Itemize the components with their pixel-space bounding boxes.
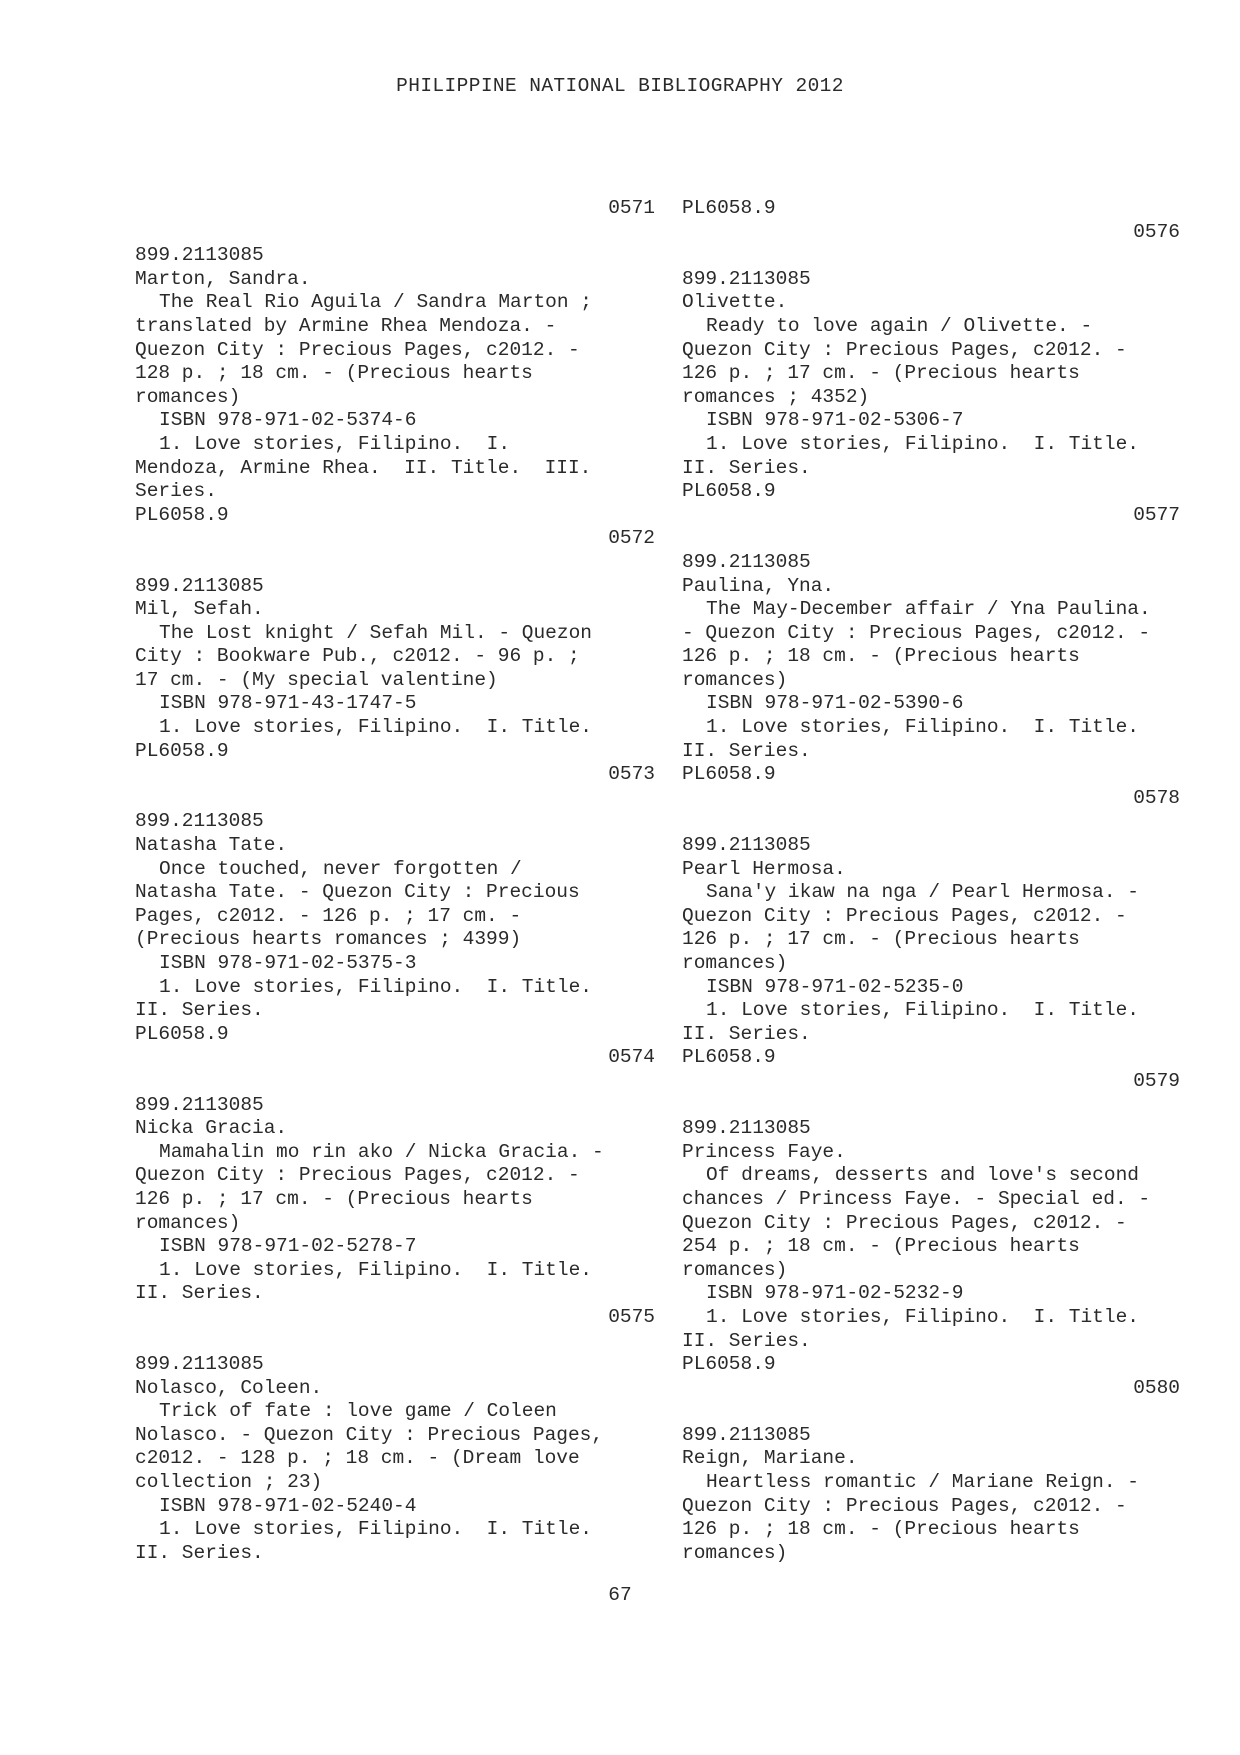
text-line: 0574 [608,1046,655,1069]
text-line: 899.2113085 [682,267,811,290]
text-line: romances) [682,952,788,974]
text-line: 0577 [1133,503,1180,526]
text-line: 899.2113085 [135,810,264,833]
text-line: Nolasco, Coleen. [135,1376,323,1399]
text-line: Marton, Sandra. [135,267,311,290]
text-line: PL6058.9 [135,503,229,526]
text-line: 126 p. ; 18 cm. - (Precious hearts [682,1518,1080,1541]
text-line: ISBN 978-971-43-1747-5 [159,692,417,715]
text-line: Quezon City : Precious Pages, c2012. - [682,338,1127,361]
text-line: romances) [682,1541,788,1564]
text-line: ISBN 978-971-02-5375-3 [159,952,417,974]
text-line: Of dreams, desserts and love's second [706,1164,1139,1187]
text-line: Pearl Hermosa. [682,857,846,880]
text-line: 0576 [1133,220,1180,243]
text-line: 899.2113085 [135,1353,264,1376]
text-line: Olivette. [682,291,788,314]
text-line: ISBN 978-971-02-5240-4 [159,1494,417,1517]
text-line: Series. [135,480,217,503]
text-line [135,1070,655,1094]
text-line: Mendoza, Armine Rhea. II. Title. III. [135,456,592,479]
text-line: 0575 [608,1305,655,1328]
text-line: 0578 [1133,786,1180,809]
text-line: II. Series. [682,456,811,479]
text-line: romances) [135,1211,241,1234]
text-line: Mil, Sefah. [135,598,264,621]
text-line: 1. Love stories, Filipino. I. Title. [706,1305,1139,1328]
text-line: II. Series. [135,1282,264,1305]
text-line: romances ; 4352) [682,385,870,408]
page-number: 67 [608,1584,632,1606]
text-line: Quezon City : Precious Pages, c2012. - [682,1211,1127,1234]
text-line: Natasha Tate. - Quezon City : Precious [135,881,580,904]
text-line: PL6058.9 [682,480,776,503]
text-line [135,221,655,245]
text-line: 126 p. ; 18 cm. - (Precious hearts [682,645,1080,668]
text-line: ISBN 978-971-02-5235-0 [706,975,964,998]
text-line: 126 p. ; 17 cm. - (Precious hearts [682,362,1080,385]
text-line: Mamahalin mo rin ako / Nicka Gracia. - [159,1140,604,1163]
text-line: 899.2113085 [682,834,811,857]
text-line [682,810,1180,834]
text-line: ISBN 978-971-02-5278-7 [159,1235,417,1258]
text-line: 899.2113085 [682,550,811,573]
text-line [682,527,1180,551]
text-line: PL6058.9 [135,739,229,762]
page-header: PHILIPPINE NATIONAL BIBLIOGRAPHY 2012 [396,75,844,97]
text-line [135,787,655,811]
text-line: Pages, c2012. - 126 p. ; 17 cm. - [135,904,522,927]
text-line: 1. Love stories, Filipino. I. Title. [159,716,592,739]
text-line: 0572 [608,527,655,550]
text-line: PL6058.9 [682,763,776,786]
text-line: 1. Love stories, Filipino. I. Title. [159,1258,592,1281]
text-line: ISBN 978-971-02-5374-6 [159,409,417,432]
text-line: 1. Love stories, Filipino. I. Title. [159,1518,592,1541]
text-line: Trick of fate : love game / Coleen [159,1400,557,1423]
text-line: 0573 [608,763,655,786]
text-line [682,1094,1180,1118]
text-line: c2012. - 128 p. ; 18 cm. - (Dream love [135,1447,580,1470]
text-line: II. Series. [135,999,264,1022]
text-line: 254 p. ; 18 cm. - (Precious hearts [682,1235,1080,1258]
text-line [135,1330,655,1354]
text-line: Princess Faye. [682,1140,846,1163]
text-line: The Lost knight / Sefah Mil. - Quezon [159,621,592,644]
text-line: romances) [135,385,241,408]
text-line: translated by Armine Rhea Mendoza. - [135,314,557,337]
text-line: Ready to love again / Olivette. - [706,314,1093,337]
text-line: romances) [682,1258,788,1281]
text-line: (Precious hearts romances ; 4399) [135,928,522,951]
text-line: The May-December affair / Yna Paulina. [706,598,1151,621]
text-line: 899.2113085 [682,1117,811,1140]
text-line: 0580 [1133,1376,1180,1399]
text-line: 0579 [1133,1069,1180,1092]
text-line: 899.2113085 [135,574,264,597]
text-line: 899.2113085 [682,1423,811,1446]
text-line: 899.2113085 [135,1093,264,1116]
text-line: 899.2113085 [135,244,264,267]
text-line: 1. Love stories, Filipino. I. [159,432,511,455]
text-line: The Real Rio Aguila / Sandra Marton ; [159,291,592,314]
text-line: 0571 [608,197,655,219]
text-line: Quezon City : Precious Pages, c2012. - [135,338,580,361]
text-line [682,1400,1180,1424]
text-line: Quezon City : Precious Pages, c2012. - [135,1164,580,1187]
text-line: PL6058.9 [682,197,776,219]
text-line: City : Bookware Pub., c2012. - 96 p. ; [135,645,580,668]
text-line: PL6058.9 [682,1046,776,1069]
text-line: PL6058.9 [135,1022,229,1045]
text-line: Reign, Mariane. [682,1447,858,1470]
text-line: Paulina, Yna. [682,574,835,597]
text-line: Sana'y ikaw na nga / Pearl Hermosa. - [706,881,1139,904]
text-line: - Quezon City : Precious Pages, c2012. - [682,621,1151,644]
text-line: chances / Princess Faye. - Special ed. - [682,1187,1151,1210]
text-line: II. Series. [682,1022,811,1045]
text-line: romances) [682,668,788,691]
text-line: Heartless romantic / Mariane Reign. - [706,1471,1139,1494]
text-line: 1. Love stories, Filipino. I. Title. [706,716,1139,739]
text-line: 1. Love stories, Filipino. I. Title. [159,975,592,998]
text-line: 1. Love stories, Filipino. I. Title. [706,999,1139,1022]
text-line: ISBN 978-971-02-5306-7 [706,409,964,432]
text-line: Quezon City : Precious Pages, c2012. - [682,1494,1127,1517]
text-line: 126 p. ; 17 cm. - (Precious hearts [682,928,1080,951]
text-line: collection ; 23) [135,1471,323,1494]
text-line: Once touched, never forgotten / [159,857,522,880]
text-line: 126 p. ; 17 cm. - (Precious hearts [135,1187,533,1210]
text-line: 1. Love stories, Filipino. I. Title. [706,432,1139,455]
text-line: II. Series. [682,1329,811,1352]
text-line: ISBN 978-971-02-5232-9 [706,1282,964,1305]
text-line [682,244,1180,268]
left-column [135,197,655,1565]
text-line: Nicka Gracia. [135,1117,288,1140]
text-line: II. Series. [135,1541,264,1564]
right-column [682,197,1180,1565]
text-line: ISBN 978-971-02-5390-6 [706,692,964,715]
text-line [135,551,655,575]
text-line: 17 cm. - (My special valentine) [135,668,498,691]
text-line: PL6058.9 [682,1353,776,1376]
text-line: Nolasco. - Quezon City : Precious Pages, [135,1423,604,1446]
text-line: Natasha Tate. [135,834,288,857]
text-line: II. Series. [682,739,811,762]
text-line: 128 p. ; 18 cm. - (Precious hearts [135,362,533,385]
text-line: Quezon City : Precious Pages, c2012. - [682,904,1127,927]
